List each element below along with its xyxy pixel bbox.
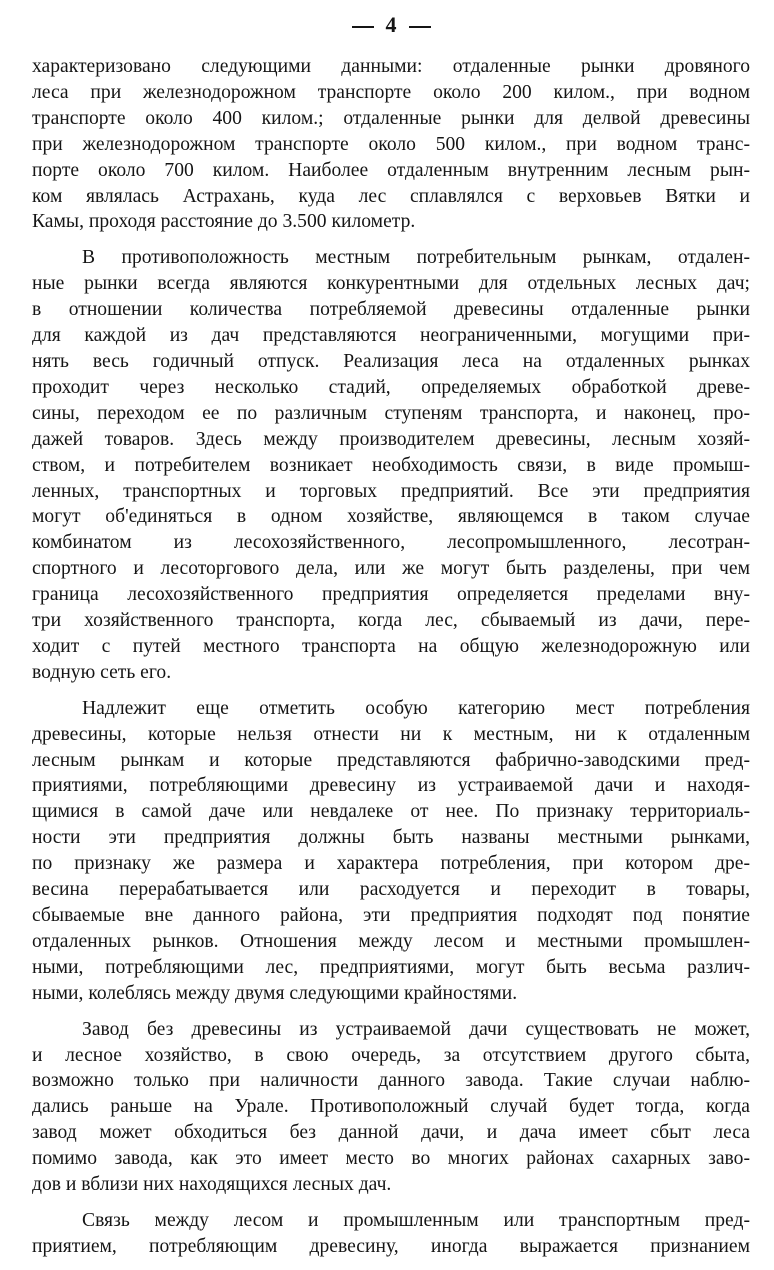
text-line: ством, и потребителем возникает необходимость связи, в виде промыш- <box>32 454 750 476</box>
page-header <box>32 8 750 54</box>
text-line: сбываемые вне данного района, эти предприятия подходят под понятие <box>32 905 750 926</box>
text-line: завод может обходиться без данной дачи, и дача имеет сбыт леса <box>32 1122 750 1144</box>
text-line: лесным рынкам и которые представляются фабрично-заводскими пред- <box>32 749 750 771</box>
text-line: характеризовано следующими данными: отдаленные рынки дровяного <box>32 56 750 77</box>
text-line: леса при железнодорожном транспорте около 200 килом., при водном <box>32 81 750 103</box>
text-line: нять весь годичный отпуск. Реализация леса на отдаленных рынках <box>32 350 750 372</box>
text-line: ленных, транспортных и торговых предприятий. Все эти предприятия <box>32 480 750 502</box>
text-line: Надлежит еще отметить особую категорию мест потребления <box>82 697 750 719</box>
text-line: ные рынки всегда являются конкурентными для отдельных лесных дач; <box>32 273 750 295</box>
text-line: приятием, потребляющим древесину, иногда выражается признанием <box>32 1235 750 1257</box>
text-line: ности эти предприятия должны быть названы местными рынками, <box>32 827 750 849</box>
text-line: дажей товаров. Здесь между производителем древесины, лесным хозяй- <box>32 428 750 450</box>
paragraph <box>32 245 750 685</box>
text-line: ными, колеблясь между двумя следующими крайностями. <box>32 982 518 1004</box>
text-line: граница лесохозяйственного предприятия определяется пределами вну- <box>32 584 750 606</box>
paragraph <box>32 1017 750 1198</box>
text-line: спортного и лесоторгового дела, или же могут быть разделены, при чем <box>32 558 750 580</box>
text-line: приятиями, потребляющими древесину из устраиваемой дачи и находя- <box>32 775 750 797</box>
paragraph <box>32 1208 750 1260</box>
text-line: дались раньше на Урале. Противоположный случай будет тогда, когда <box>32 1096 750 1118</box>
document-page <box>32 8 750 1270</box>
text-line: в отношении количества потребляемой древесины отдаленные рынки <box>32 299 750 321</box>
text-line: ком являлась Астрахань, куда лес сплавлялся с верховьев Вятки и <box>32 185 750 207</box>
body-text <box>32 54 750 1260</box>
text-line: ными, потребляющими лес, предприятиями, могут быть весьма различ- <box>32 956 750 978</box>
text-line: ходит с путей местного транспорта на общую железнодорожную или <box>32 635 750 657</box>
header-dash-right <box>409 26 431 28</box>
header-dash-left <box>352 26 374 28</box>
text-line: В противоположность местным потребительным рынкам, отдален- <box>82 247 750 269</box>
text-line: древесины, которые нельзя отнести ни к местным, ни к отдаленным <box>32 723 750 745</box>
text-line: весина перерабатывается или расходуется и переходит в товары, <box>32 879 750 901</box>
text-line: для каждой из дач представляются неограниченными, могущими при- <box>32 325 750 347</box>
text-line: дов и вблизи них находящихся лесных дач. <box>32 1174 392 1196</box>
text-line: возможно только при наличности данного завода. Такие случаи наблю- <box>32 1070 750 1092</box>
text-line: Камы, проходя расстояние до 3.500 километр. <box>32 211 416 233</box>
text-line: щимися в самой даче или невдалеке от нее. По признаку территориаль- <box>32 801 750 823</box>
text-line: порте около 700 килом. Наиболее отдаленным внутренним лесным рын- <box>32 159 750 181</box>
text-line: помимо завода, как это имеет место во многих районах сахарных заво- <box>32 1148 750 1170</box>
text-line: по признаку же размера и характера потребления, при котором дре- <box>32 853 750 875</box>
text-line: три хозяйственного транспорта, когда лес, сбываемый из дачи, пере- <box>32 610 750 632</box>
text-line: водную сеть его. <box>32 661 172 683</box>
paragraph <box>32 696 750 1007</box>
text-line: отдаленных рынков. Отношения между лесом и местными промышлен- <box>32 930 750 952</box>
paragraph <box>32 54 750 235</box>
text-line: при железнодорожном транспорте около 500 килом., при водном транс- <box>32 133 750 155</box>
page-number: 4 <box>385 12 397 37</box>
text-line: могут об'единяться в одном хозяйстве, являющемся в таком случае <box>32 506 750 528</box>
text-line: Завод без древесины из устраиваемой дачи существовать не может, <box>82 1018 750 1040</box>
text-line: транспорте около 400 килом.; отдаленные рынки для делвой древесины <box>32 107 750 129</box>
text-line: Связь между лесом и промышленным или транспортным пред- <box>82 1209 750 1231</box>
text-line: проходит через несколько стадий, определяемых обработкой древе- <box>32 376 750 398</box>
text-line: сины, переходом ее по различным ступеням транспорта, и наконец, про- <box>32 402 750 424</box>
text-line: комбинатом из лесохозяйственного, лесопромышленного, лесотран- <box>32 532 750 554</box>
text-line: и лесное хозяйство, в свою очередь, за отсутствием другого сбыта, <box>32 1044 750 1066</box>
